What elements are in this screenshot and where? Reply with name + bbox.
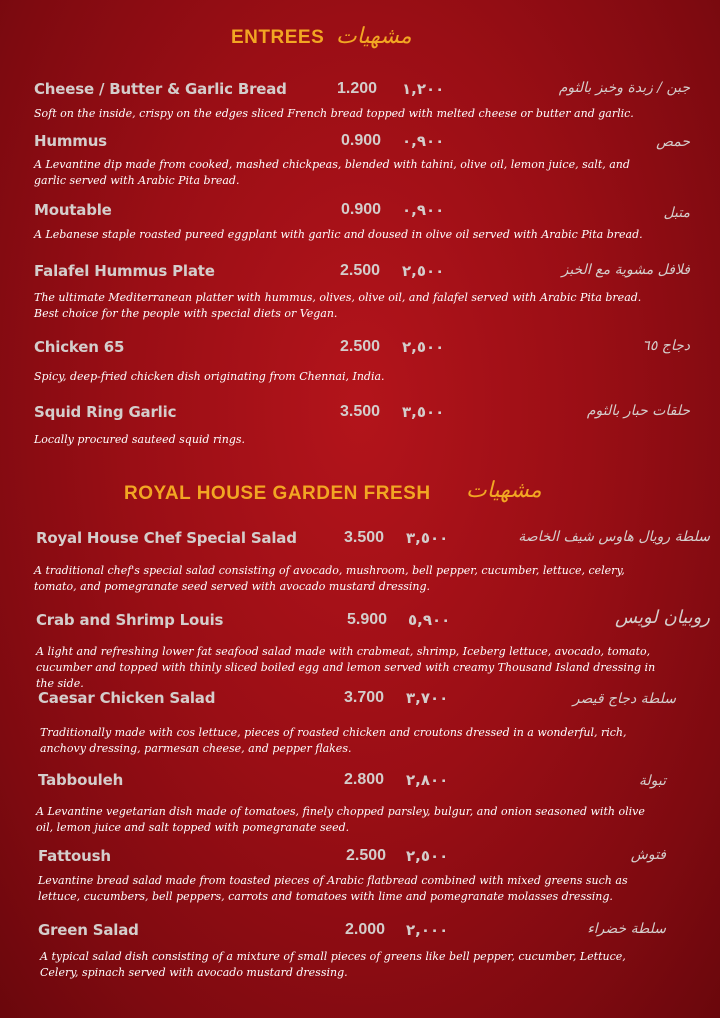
- item-name-ar: دجاج ٦٥: [642, 338, 690, 354]
- section-title-entrees: [0, 24, 720, 60]
- item-name: Moutable: [34, 201, 112, 219]
- section-title-ar: مشهيات: [336, 24, 412, 49]
- item-name-ar: جبن / زبدة وخبز بالثوم: [558, 80, 690, 96]
- item-price-ar: ٣,٧٠٠: [406, 689, 449, 707]
- item-price-ar: ٢,٥٠٠: [406, 847, 449, 865]
- section-title-garden-fresh: [0, 478, 720, 514]
- item-name-ar: سلطة خضراء: [587, 921, 666, 937]
- item-price-ar: ٥,٩٠٠: [408, 611, 451, 629]
- item-description: Soft on the inside, crispy on the edges sliced French bread topped with melted cheese or butter and garlic.: [34, 107, 634, 120]
- item-price: 2.000: [345, 921, 386, 938]
- item-price: 5.900: [347, 611, 388, 628]
- item-price: 1.200: [337, 80, 378, 97]
- item-name-ar: سلطة دجاج قيصر: [572, 691, 676, 707]
- item-price: 3.700: [344, 689, 385, 706]
- item-price: 0.900: [341, 201, 382, 218]
- item-price: 0.900: [341, 132, 382, 149]
- item-description: Traditionally made with cos lettuce, pieces of roasted chicken and croutons dressed in a wonderful, rich, anchovy dressing, parmesan cheese, and pepper flakes.: [40, 726, 627, 755]
- item-price-ar: ٣,٥٠٠: [402, 403, 445, 421]
- item-name: Fattoush: [38, 847, 111, 865]
- item-price: 2.500: [340, 262, 381, 279]
- item-description: A traditional chef's special salad consisting of avocado, mushroom, bell pepper, cucumber, lettuce, celery, tomato, and pomegranate seed served with avocado mustard dressing.: [34, 564, 625, 593]
- item-name-ar: روبيان لويس: [615, 607, 710, 628]
- item-description: A Levantine vegetarian dish made of tomatoes, finely chopped parsley, bulgur, and onion seasoned with olive oil, lemon juice and salt topped with pomegranate seed.: [36, 805, 645, 834]
- item-name: Hummus: [34, 132, 107, 150]
- item-name: Falafel Hummus Plate: [34, 262, 215, 280]
- item-name: Caesar Chicken Salad: [38, 689, 216, 707]
- item-price: 3.500: [344, 529, 385, 546]
- item-name: Green Salad: [38, 921, 139, 939]
- item-price: 2.800: [344, 771, 385, 788]
- item-name-ar: فتوش: [630, 847, 666, 863]
- item-price-ar: ٢,٥٠٠: [402, 338, 445, 356]
- item-price-ar: ٢,٠٠٠: [406, 921, 449, 939]
- item-name: Crab and Shrimp Louis: [36, 611, 224, 629]
- item-description: Levantine bread salad made from toasted pieces of Arabic flatbread combined with mixed greens such as lettuce, cucumbers, bell peppers, carrots and tomatoes with lime and pomegranate molasses dressing.: [38, 874, 628, 903]
- item-description: Spicy, deep-fried chicken dish originating from Chennai, India.: [34, 370, 385, 383]
- item-name-ar: سلطة رويال هاوس شيف الخاصة: [518, 529, 710, 545]
- item-description: A Levantine dip made from cooked, mashed chickpeas, blended with tahini, olive oil, lemon juice, salt, and garlic served with Arabic Pita bread.: [34, 158, 630, 187]
- item-name-ar: تبولة: [638, 773, 666, 789]
- item-price-ar: ٠,٩٠٠: [402, 201, 445, 219]
- item-name: Cheese / Butter & Garlic Bread: [34, 80, 287, 98]
- item-price-ar: ٢,٥٠٠: [402, 262, 445, 280]
- item-description: The ultimate Mediterranean platter with hummus, olives, olive oil, and falafel served with Arabic Pita bread. Best choice for the people with special diets or Vegan.: [34, 291, 642, 320]
- section-title-en: ROYAL HOUSE GARDEN FRESH: [124, 483, 431, 504]
- item-description: A light and refreshing lower fat seafood salad made with crabmeat, shrimp, Iceberg lettuce, avocado, tomato, cucumber and topped with thinly sliced boiled egg and lemon served with creamy Thousand Island dressing in the side.: [36, 645, 656, 690]
- item-description: Locally procured sauteed squid rings.: [34, 433, 246, 446]
- item-price: 2.500: [340, 338, 381, 355]
- item-price-ar: ٠,٩٠٠: [402, 132, 445, 150]
- item-price-ar: ١,٢٠٠: [402, 80, 445, 98]
- item-price: 2.500: [346, 847, 387, 864]
- item-name: Chicken 65: [34, 338, 125, 356]
- item-price-ar: ٢,٨٠٠: [406, 771, 449, 789]
- item-price-ar: ٣,٥٠٠: [406, 529, 449, 547]
- item-name-ar: حمص: [656, 134, 690, 150]
- item-description: A Lebanese staple roasted pureed eggplant with garlic and doused in olive oil served with Arabic Pita bread.: [34, 228, 643, 241]
- item-name-ar: فلافل مشوية مع الخبز: [561, 262, 690, 278]
- item-name-ar: متبل: [663, 205, 690, 221]
- item-price: 3.500: [340, 403, 381, 420]
- section-title-en: ENTREES: [231, 27, 325, 48]
- item-name: Squid Ring Garlic: [34, 403, 177, 421]
- section-title-ar: مشهيات: [466, 478, 542, 503]
- item-name-ar: حلقات حبار بالثوم: [586, 403, 690, 419]
- item-name: Tabbouleh: [38, 771, 124, 789]
- item-description: A typical salad dish consisting of a mixture of small pieces of greens like bell pepper, cucumber, Lettuce, Celery, spinach served with avocado mustard dressing.: [40, 950, 626, 979]
- item-name: Royal House Chef Special Salad: [36, 529, 297, 547]
